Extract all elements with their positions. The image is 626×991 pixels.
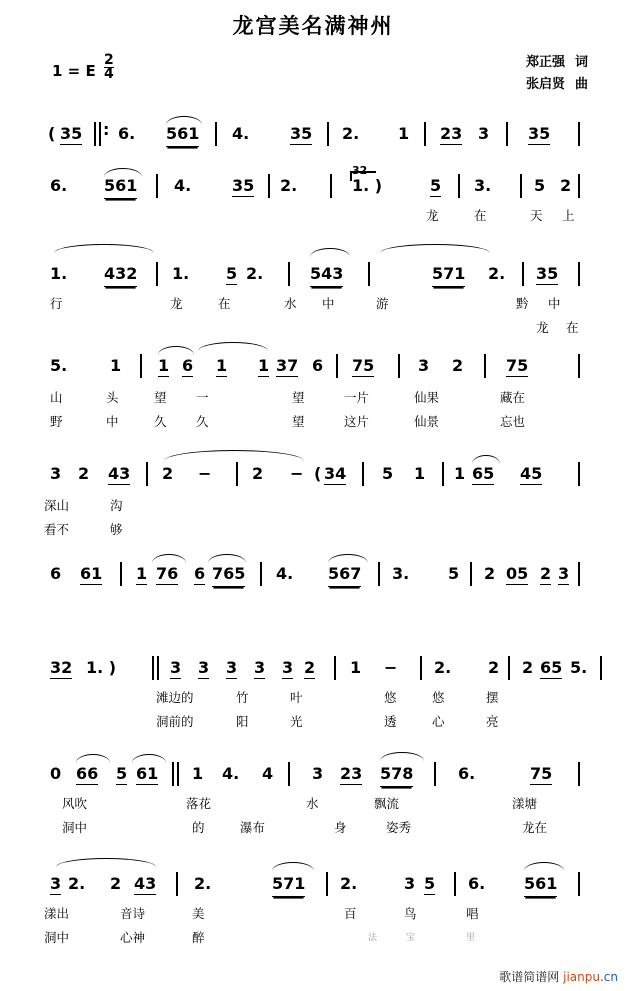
slur bbox=[54, 244, 154, 253]
slur bbox=[310, 248, 350, 257]
lyric-syllable: 野 bbox=[50, 414, 63, 429]
note-token: 35 bbox=[528, 124, 551, 143]
barline bbox=[578, 174, 580, 198]
note-token: 3 bbox=[312, 764, 324, 783]
lyric-syllable: 洞中 bbox=[44, 930, 70, 945]
note-token: 2 bbox=[452, 356, 464, 375]
note-token: 34 bbox=[324, 464, 347, 483]
lyric-syllable: 中 bbox=[322, 296, 335, 311]
note-token: 5 bbox=[424, 874, 436, 893]
note-token: ( bbox=[48, 124, 56, 143]
note-token: 2 bbox=[162, 464, 174, 483]
barline bbox=[578, 122, 580, 146]
note-token: 2. bbox=[342, 124, 360, 143]
barline bbox=[484, 354, 486, 378]
note-token: 6 bbox=[50, 564, 62, 583]
time-signature-numerator: 2 bbox=[104, 52, 114, 68]
note-token: 6. bbox=[50, 176, 68, 195]
barline bbox=[470, 562, 472, 586]
barline bbox=[330, 174, 332, 198]
lyric-syllable: 在 bbox=[566, 320, 579, 335]
lyric-syllable: 瀑布 bbox=[240, 820, 266, 835]
note-token: 37 bbox=[276, 356, 299, 375]
note-token: 1 bbox=[350, 658, 362, 677]
note-token: 1. bbox=[172, 264, 190, 283]
time-signature bbox=[104, 54, 114, 81]
barline bbox=[336, 354, 338, 378]
note-token: 3 bbox=[198, 658, 210, 677]
music-system-4 bbox=[0, 348, 626, 448]
barline bbox=[215, 122, 217, 146]
note-token: 2 bbox=[522, 658, 534, 677]
barline bbox=[176, 872, 178, 896]
lyric-syllable: 风吹 bbox=[62, 796, 88, 811]
lyric-syllable: 看不 bbox=[44, 522, 70, 537]
barline bbox=[454, 872, 456, 896]
slur bbox=[208, 554, 246, 563]
note-token: 3 bbox=[226, 658, 238, 677]
barline bbox=[120, 562, 122, 586]
barline bbox=[140, 354, 142, 378]
barline bbox=[420, 656, 422, 680]
lyric-syllable: 阳 bbox=[236, 714, 249, 729]
note-token: 1 bbox=[258, 356, 270, 375]
note-token: 561 bbox=[166, 124, 199, 147]
note-token: 3 bbox=[418, 356, 430, 375]
footer-site-suffix: .cn bbox=[599, 970, 618, 984]
slur bbox=[198, 342, 268, 351]
barline bbox=[156, 262, 158, 286]
note-token: 561 bbox=[104, 176, 137, 199]
barline bbox=[506, 122, 508, 146]
lyric-syllable: 心神 bbox=[120, 930, 146, 945]
note-token: 2. bbox=[434, 658, 452, 677]
note-token: 6. bbox=[458, 764, 476, 783]
barline bbox=[378, 562, 380, 586]
lyric-syllable: 上 bbox=[562, 208, 575, 223]
lyric-syllable: 美 bbox=[192, 906, 205, 921]
note-token: 4. bbox=[222, 764, 240, 783]
lyric-syllable: 行 bbox=[50, 296, 63, 311]
lyric-syllable: 龙在 bbox=[522, 820, 548, 835]
barline bbox=[99, 122, 101, 146]
barline bbox=[146, 462, 148, 486]
note-token: 61 bbox=[80, 564, 103, 583]
lyric-syllable: 深山 bbox=[44, 498, 70, 513]
note-token: 3. bbox=[392, 564, 410, 583]
music-system-8 bbox=[0, 748, 626, 838]
note-token: 6 bbox=[182, 356, 194, 375]
lyric-syllable: 心 bbox=[432, 714, 445, 729]
note-token: 65 bbox=[540, 658, 563, 677]
note-token: 32 bbox=[50, 658, 73, 677]
music-system-7 bbox=[0, 650, 626, 740]
barline bbox=[156, 174, 158, 198]
lyric-syllable: 醉 bbox=[192, 930, 205, 945]
music-system-9 bbox=[0, 846, 626, 946]
note-token: 3 bbox=[404, 874, 416, 893]
music-system-6 bbox=[0, 556, 626, 606]
note-token: 0 bbox=[50, 764, 62, 783]
note-token: 3 bbox=[558, 564, 570, 583]
lyric-syllable: 漾出 bbox=[44, 906, 70, 921]
repeat-sign: : bbox=[103, 120, 110, 139]
note-token: 4. bbox=[174, 176, 192, 195]
note-token: 543 bbox=[310, 264, 343, 287]
barline bbox=[260, 562, 262, 586]
lyric-syllable: 宝 bbox=[406, 933, 416, 943]
barline bbox=[327, 122, 329, 146]
note-token: 2. bbox=[340, 874, 358, 893]
note-token: 75 bbox=[530, 764, 553, 783]
lyric-syllable: 唱 bbox=[466, 906, 479, 921]
note-token: 2. bbox=[488, 264, 506, 283]
lyric-syllable: 山 bbox=[50, 390, 63, 405]
slur bbox=[56, 858, 156, 867]
barline bbox=[578, 354, 580, 378]
barline bbox=[398, 354, 400, 378]
note-token: 1 bbox=[136, 564, 148, 583]
lyricist-credit bbox=[526, 52, 588, 74]
note-token: 578 bbox=[380, 764, 413, 787]
note-token: 5 bbox=[430, 176, 442, 195]
barline bbox=[578, 762, 580, 786]
note-token: 2 bbox=[540, 564, 552, 583]
lyric-syllable: 亮 bbox=[486, 714, 499, 729]
note-token: 6 bbox=[312, 356, 324, 375]
lyric-syllable: 久 bbox=[154, 414, 167, 429]
note-token: 5. bbox=[50, 356, 68, 375]
lyric-syllable: 的 bbox=[192, 820, 205, 835]
lyric-syllable: 落花 bbox=[186, 796, 212, 811]
lyric-syllable: 洞前的 bbox=[156, 714, 194, 729]
lyric-syllable: 透 bbox=[384, 714, 397, 729]
footer-watermark bbox=[499, 968, 618, 985]
note-token: 4 bbox=[262, 764, 274, 783]
barline bbox=[578, 262, 580, 286]
note-token: 3 bbox=[50, 874, 62, 893]
barline bbox=[578, 462, 580, 486]
lyric-syllable: 叶 bbox=[290, 690, 303, 705]
lyric-syllable: 悠 bbox=[384, 690, 397, 705]
barline bbox=[578, 872, 580, 896]
lyric-syllable: 飘流 bbox=[374, 796, 400, 811]
lyricist-role: 词 bbox=[574, 55, 588, 70]
lyric-syllable: 滩边的 bbox=[156, 690, 194, 705]
footer-site: jianpu bbox=[563, 970, 600, 984]
note-token: 76 bbox=[156, 564, 179, 583]
barline bbox=[600, 656, 602, 680]
note-token: 1. ) bbox=[86, 658, 117, 677]
note-token: 1. bbox=[50, 264, 68, 283]
lyric-syllable: 悠 bbox=[432, 690, 445, 705]
lyric-syllable: 洞中 bbox=[62, 820, 88, 835]
note-token: 3 bbox=[282, 658, 294, 677]
key-signature: 1 = E bbox=[52, 62, 96, 80]
note-token: 1 bbox=[414, 464, 426, 483]
note-token: 6 bbox=[194, 564, 206, 583]
note-token: 6. bbox=[118, 124, 136, 143]
note-token: ( bbox=[314, 464, 322, 483]
note-token: 2. bbox=[280, 176, 298, 195]
lyric-syllable: 游 bbox=[376, 296, 389, 311]
note-token: 35 bbox=[232, 176, 255, 195]
footer-label: 歌谱简谱网 bbox=[499, 970, 560, 984]
lyric-syllable: 音诗 bbox=[120, 906, 146, 921]
note-token: 1 bbox=[192, 764, 204, 783]
barline bbox=[508, 656, 510, 680]
lyric-syllable: 藏在 bbox=[500, 390, 526, 405]
note-token: 5 bbox=[226, 264, 238, 283]
slur bbox=[152, 554, 186, 563]
note-token: 2 bbox=[484, 564, 496, 583]
note-token: 5 bbox=[116, 764, 128, 783]
note-token: 765 bbox=[212, 564, 245, 587]
lyric-syllable: 身 bbox=[334, 820, 347, 835]
note-token: 1 bbox=[216, 356, 228, 375]
note-token: 1. ) bbox=[352, 176, 383, 195]
barline bbox=[326, 872, 328, 896]
slur bbox=[328, 554, 368, 563]
barline bbox=[157, 656, 159, 680]
ending-bracket bbox=[350, 171, 376, 173]
slur bbox=[132, 754, 166, 763]
lyric-syllable: 头 bbox=[106, 390, 119, 405]
note-token: 43 bbox=[108, 464, 131, 483]
lyric-syllable: 望 bbox=[292, 414, 305, 429]
lyric-syllable: 黔 bbox=[516, 296, 529, 311]
lyric-syllable: 仙景 bbox=[414, 414, 440, 429]
barline bbox=[94, 122, 96, 146]
lyric-syllable: 沟 bbox=[110, 498, 123, 513]
lyric-syllable: 一片 bbox=[344, 390, 370, 405]
lyric-syllable: 这片 bbox=[344, 414, 370, 429]
composer-name: 张启贤 bbox=[525, 77, 565, 92]
lyric-syllable: 久 bbox=[196, 414, 209, 429]
note-token: 4. bbox=[232, 124, 250, 143]
lyric-syllable: 在 bbox=[218, 296, 231, 311]
note-token: 2. bbox=[68, 874, 86, 893]
note-token: 1 bbox=[398, 124, 410, 143]
note-token: 2 bbox=[110, 874, 122, 893]
note-token: 75 bbox=[352, 356, 375, 375]
page-title: 龙宫美名满神州 bbox=[232, 14, 394, 38]
music-system-1 bbox=[0, 120, 626, 160]
slur bbox=[158, 346, 194, 355]
barline bbox=[177, 762, 179, 786]
note-token: 3 bbox=[254, 658, 266, 677]
lyric-syllable: 水 bbox=[284, 296, 297, 311]
lyric-syllable: 竹 bbox=[236, 690, 249, 705]
note-token: 571 bbox=[432, 264, 465, 287]
note-token: − bbox=[290, 464, 304, 483]
note-token: 5 bbox=[534, 176, 546, 195]
note-token: 43 bbox=[134, 874, 157, 893]
lyric-syllable: 中 bbox=[548, 296, 561, 311]
lyric-syllable: 龙 bbox=[536, 320, 549, 335]
note-token: 23 bbox=[340, 764, 363, 783]
note-token: 5 bbox=[448, 564, 460, 583]
barline bbox=[520, 174, 522, 198]
note-token: 2 bbox=[560, 176, 572, 195]
note-token: 2 bbox=[488, 658, 500, 677]
slur bbox=[380, 244, 490, 253]
lyric-syllable: 一 bbox=[196, 390, 209, 405]
lyric-syllable: 够 bbox=[110, 522, 123, 537]
barline bbox=[434, 762, 436, 786]
slur bbox=[524, 862, 564, 871]
barline bbox=[424, 122, 426, 146]
barline bbox=[578, 562, 580, 586]
note-token: 561 bbox=[524, 874, 557, 897]
note-token: 2. bbox=[246, 264, 264, 283]
note-token: 3 bbox=[478, 124, 490, 143]
note-token: 5. bbox=[570, 658, 588, 677]
music-system-3 bbox=[0, 250, 626, 335]
barline bbox=[236, 462, 238, 486]
lyric-syllable: 漾塘 bbox=[512, 796, 538, 811]
barline bbox=[172, 762, 174, 786]
slur bbox=[380, 752, 424, 761]
note-token: 6. bbox=[468, 874, 486, 893]
lyric-syllable: 百 bbox=[344, 906, 357, 921]
time-signature-denominator: 4 bbox=[104, 66, 114, 82]
composer-credit bbox=[526, 74, 588, 96]
lyric-syllable: 在 bbox=[474, 208, 487, 223]
note-token: 2. bbox=[194, 874, 212, 893]
note-token: 1 bbox=[158, 356, 170, 375]
note-token: 35 bbox=[536, 264, 559, 283]
note-token: 75 bbox=[506, 356, 529, 375]
lyric-syllable: 天 bbox=[530, 208, 543, 223]
lyric-syllable: 龙 bbox=[426, 208, 439, 223]
note-token: 432 bbox=[104, 264, 137, 287]
credits-block bbox=[526, 52, 588, 96]
note-token: 1 bbox=[454, 464, 466, 483]
lyric-syllable: 望 bbox=[292, 390, 305, 405]
lyric-syllable: 忘也 bbox=[500, 414, 526, 429]
note-token: 23 bbox=[440, 124, 463, 143]
note-token: 3 bbox=[170, 658, 182, 677]
slur bbox=[76, 754, 110, 763]
barline bbox=[268, 174, 270, 198]
note-token: − bbox=[384, 658, 398, 677]
lyric-syllable: 中 bbox=[106, 414, 119, 429]
note-token: 1 bbox=[110, 356, 122, 375]
note-token: 45 bbox=[520, 464, 543, 483]
note-token: 571 bbox=[272, 874, 305, 897]
barline bbox=[442, 462, 444, 486]
note-token: 65 bbox=[472, 464, 495, 483]
lyric-syllable: 鸟 bbox=[404, 906, 417, 921]
barline bbox=[152, 656, 154, 680]
note-token: 3. bbox=[474, 176, 492, 195]
note-token: 35 bbox=[60, 124, 83, 143]
note-token: 61 bbox=[136, 764, 159, 783]
note-token: 2 bbox=[252, 464, 264, 483]
lyric-syllable: 望 bbox=[154, 390, 167, 405]
lyric-syllable: 光 bbox=[290, 714, 303, 729]
note-token: 5 bbox=[382, 464, 394, 483]
lyricist-name: 郑正强 bbox=[525, 55, 565, 70]
lyric-syllable: 法 bbox=[368, 933, 378, 943]
lyric-syllable: 龙 bbox=[170, 296, 183, 311]
note-token: 2 bbox=[78, 464, 90, 483]
note-token: 567 bbox=[328, 564, 361, 587]
note-token: 4. bbox=[276, 564, 294, 583]
lyric-syllable: 摆 bbox=[486, 690, 499, 705]
barline bbox=[288, 262, 290, 286]
barline bbox=[362, 462, 364, 486]
music-system-5 bbox=[0, 456, 626, 546]
lyric-syllable: 水 bbox=[306, 796, 319, 811]
note-token: − bbox=[198, 464, 212, 483]
note-token: 66 bbox=[76, 764, 99, 783]
lyric-syllable: 姿秀 bbox=[386, 820, 412, 835]
slur bbox=[472, 455, 500, 464]
note-token: 2 bbox=[304, 658, 316, 677]
barline bbox=[334, 656, 336, 680]
slur bbox=[272, 862, 314, 871]
note-token: 35 bbox=[290, 124, 313, 143]
lyric-syllable: 里 bbox=[466, 933, 476, 943]
barline bbox=[458, 174, 460, 198]
barline bbox=[368, 262, 370, 286]
note-token: 05 bbox=[506, 564, 529, 583]
tie bbox=[164, 450, 304, 461]
note-token: 3 bbox=[50, 464, 62, 483]
barline bbox=[522, 262, 524, 286]
composer-role: 曲 bbox=[574, 77, 588, 92]
music-system-2 bbox=[0, 172, 626, 232]
lyric-syllable: 仙果 bbox=[414, 390, 440, 405]
barline bbox=[288, 762, 290, 786]
